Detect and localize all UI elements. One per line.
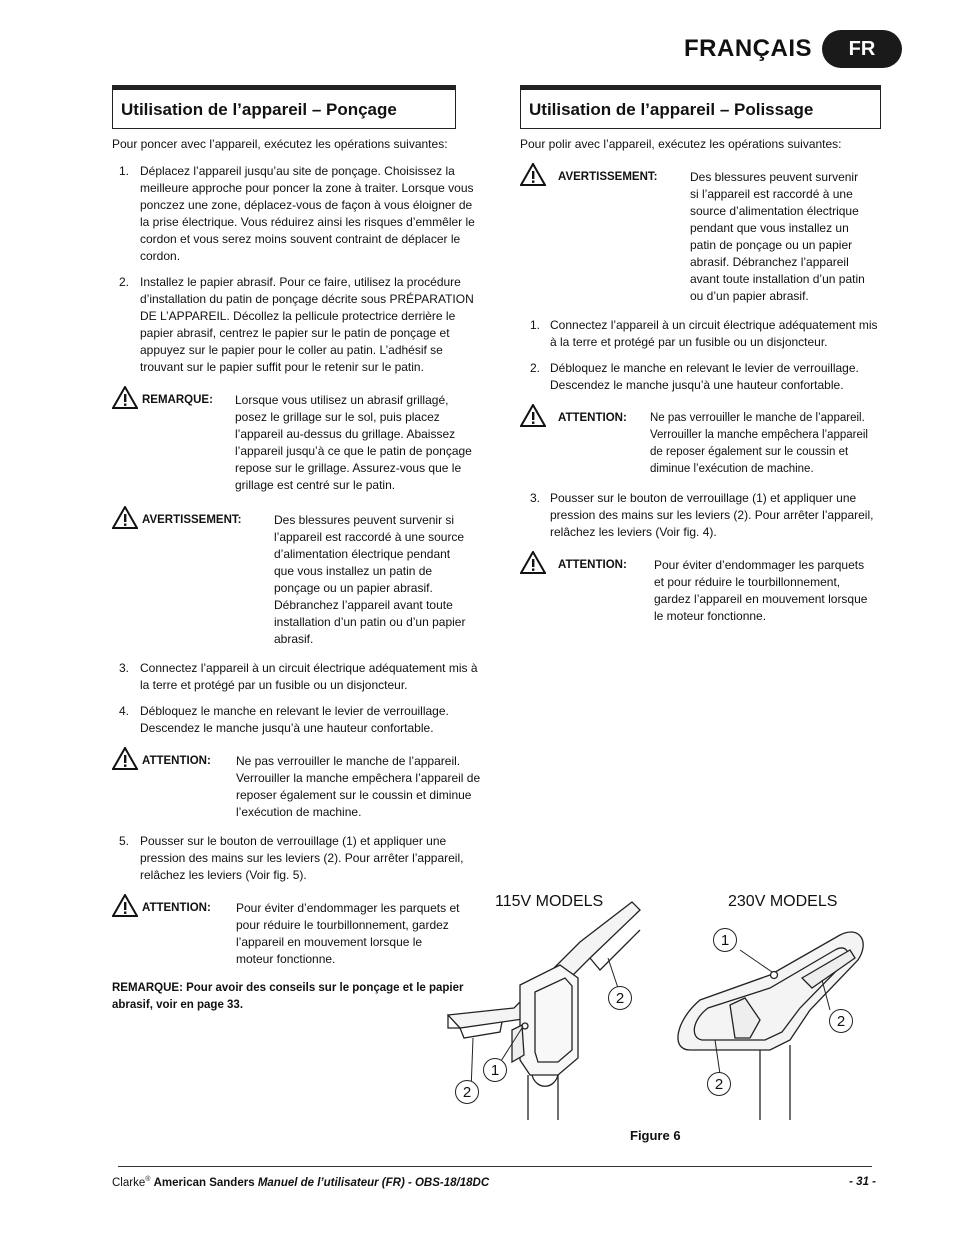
footer-divider <box>118 1166 872 1167</box>
footer-manual-title: Manuel de l’utilisateur (FR) - OBS-18/18DC <box>257 1176 490 1189</box>
sanding-title: Utilisation de l’appareil – Ponçage <box>112 85 456 129</box>
sanding-section <box>112 85 482 1014</box>
list-item: 2. Débloquez le manche en relevant le levier de verrouillage. Descendez le manche jusqu’à une hauteur confortable. <box>530 361 859 392</box>
list-item: 1. Déplacez l’appareil jusqu’au site de ponçage. Choisissez la meilleure approche pour poncer la zone à traiter. Lorsque vous ponczez une zone, déplacez-vous de façon à vous éloigner de la prise électrique. Vous réduirez ainsi les risques d’emmêler le cordon et vous serez moins souvent contraint de déplacer le cordon. <box>119 164 475 263</box>
polishing-title: Utilisation de l’appareil – Polissage <box>520 85 881 129</box>
sanding-intro: Pour poncer avec l’appareil, exécutez les opérations suivantes: <box>112 137 448 151</box>
warning-triangle-icon <box>112 506 142 648</box>
caution-note: ATTENTION: Pour éviter d’endommager les parquets et pour réduire le tourbillonnement, gardez l’appareil en mouvement lorsque le moteur fonctionne. <box>520 551 880 625</box>
figure-handles <box>440 880 880 1140</box>
callout-1: 1 <box>483 1058 507 1082</box>
list-item: 5. Pousser sur le bouton de verrouillage (1) et appliquer une pression des mains sur les leviers (2). Pour arrêter l’appareil, relâchez les leviers (Voir fig. 5). <box>119 834 464 882</box>
warning-triangle-icon <box>112 386 142 494</box>
warning-triangle-icon <box>520 551 558 625</box>
label-115v-models: 115V MODELS <box>495 893 604 910</box>
polishing-section <box>520 85 880 637</box>
language-badge: FR <box>822 30 902 68</box>
label-230v-models: 230V MODELS <box>728 893 838 910</box>
warning-note: AVERTISSEMENT: Des blessures peuvent survenir si l’appareil est raccordé à une source d’alimentation électrique pendant que vous installez un patin de ponçage ou un papier abrasif. Débranchez l’appareil avant toute installation d’un patin ou d’un papier abrasif. <box>112 506 482 648</box>
language-label: FRANÇAIS <box>684 35 812 62</box>
warning-triangle-icon <box>520 404 558 478</box>
footer-registered: ® <box>145 1176 151 1183</box>
callout-2: 2 <box>829 1009 853 1033</box>
warning-note: AVERTISSEMENT: Des blessures peuvent survenir si l’appareil est raccordé à une source d’alimentation électrique pendant que vous installez un patin de ponçage ou un papier abrasif. Débranchez l’appareil avant toute installation d’un patin ou d’un papier abrasif. <box>520 163 880 305</box>
footer <box>112 1176 489 1189</box>
list-item: 3. Pousser sur le bouton de verrouillage (1) et appliquer une pression des mains sur les leviers (2). Pour arrêter l’appareil, relâchez les leviers (Voir fig. 4). <box>530 491 874 539</box>
warning-triangle-icon <box>112 747 142 821</box>
footer-brand-prefix: Clarke <box>112 1176 146 1189</box>
callout-2: 2 <box>608 986 632 1010</box>
list-item: 1. Connectez l’appareil à un circuit électrique adéquatement mis à la terre et protégé par un fusible ou un disjoncteur. <box>530 318 878 349</box>
callout-2: 2 <box>455 1080 479 1104</box>
warning-triangle-icon <box>520 163 558 305</box>
polishing-intro: Pour polir avec l’appareil, exécutez les opérations suivantes: <box>520 137 842 151</box>
caution-note: ATTENTION: Ne pas verrouiller le manche de l’appareil. Verrouiller la manche empêchera l’appareil de reposer également sur le coussin et diminue l’exécution de machine. <box>112 747 482 821</box>
caution-note: ATTENTION: Pour éviter d’endommager les parquets et pour réduire le tourbillonnement, gardez l’appareil en mouvement lorsque le moteur fonctionne. <box>112 894 482 968</box>
language-header <box>684 30 902 68</box>
list-item: 3. Connectez l’appareil à un circuit électrique adéquatement mis à la terre et protégé par un fusible ou un disjoncteur. <box>119 661 478 692</box>
list-item: 4. Débloquez le manche en relevant le levier de verrouillage. Descendez le manche jusqu’à une hauteur confortable. <box>119 704 449 735</box>
warning-triangle-icon <box>112 894 142 968</box>
remark-note: REMARQUE: Lorsque vous utilisez un abrasif grillagé, posez le grillage sur le sol, puis placez l’appareil au-dessus du grillage. Abaissez l’appareil jusqu’à ce que le patin de ponçage repose sur le grillage. Assurez-vous que le grillage est centré sur le patin. <box>112 386 482 494</box>
caution-note: ATTENTION: Ne pas verrouiller le manche de l’appareil. Verrouiller la manche empêchera l’appareil de reposer également sur le coussin et diminue l’exécution de machine. <box>520 404 880 478</box>
callout-2: 2 <box>707 1072 731 1096</box>
figure-caption: Figure 6 <box>630 1128 681 1143</box>
footer-brand: American Sanders <box>153 1176 255 1189</box>
handle-illustration <box>440 880 880 1140</box>
callout-1: 1 <box>713 928 737 952</box>
sanding-final-remark: REMARQUE: Pour avoir des conseils sur le ponçage et le papier abrasif, voir en page 33. <box>112 982 464 1011</box>
page-number: - 31 - <box>849 1176 876 1188</box>
list-item: 2. Installez le papier abrasif. Pour ce faire, utilisez la procédure d’installation du patin de ponçage décrite sous PRÉPARATION DE L’APPAREIL. Décollez la pellicule protectrice derrière le papier abrasif, centrez le papier sur le patin de ponçage et appuyez sur le papier pour le coller au patin. L’adhésif se trouvant sur le papier suffit pour le retenir sur le patin. <box>119 275 474 374</box>
